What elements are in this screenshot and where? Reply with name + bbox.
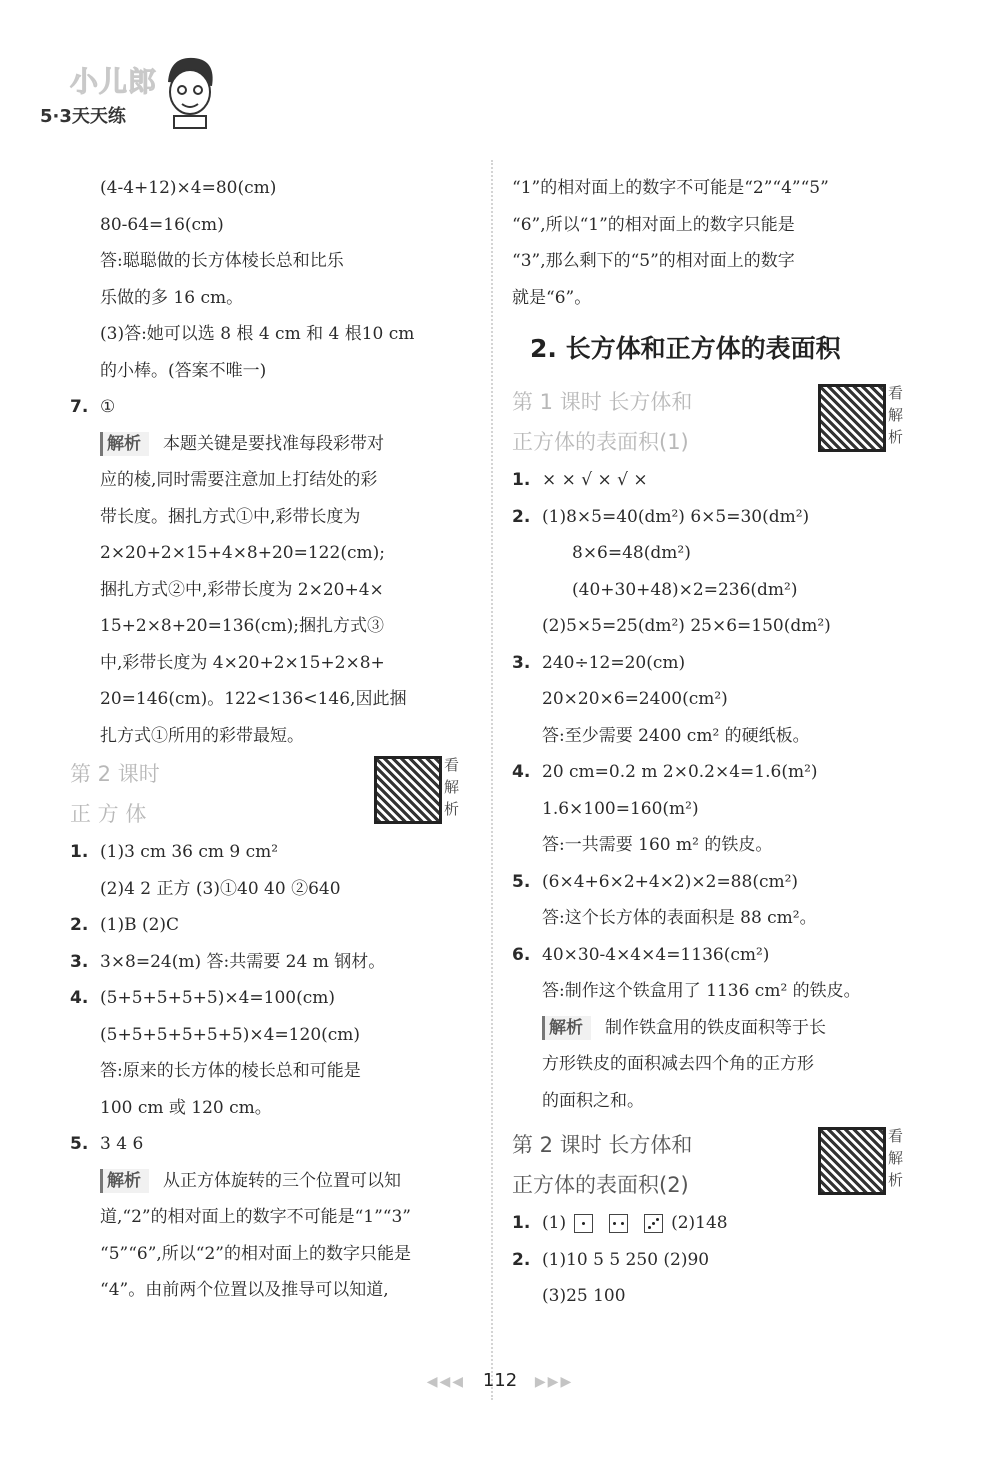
lesson-number: 第 1 课时 长方体和 (512, 390, 693, 414)
explanation-line: “5”“6”,所以“2”的相对面上的数字只能是 (100, 1243, 411, 1264)
page-number: 112 (482, 1370, 518, 1391)
lesson-heading (512, 382, 912, 462)
page-footer (0, 1370, 1000, 1391)
lesson-heading (70, 754, 470, 834)
section-title: 2. 长方体和正方体的表面积 (530, 334, 841, 363)
answer-line: (2)4 2 正方 (3)①40 40 ②640 (100, 878, 341, 899)
explanation-line: “4”。由前两个位置以及推导可以知道, (100, 1280, 389, 1300)
explanation-line: 道,“2”的相对面上的数字不可能是“1”“3” (100, 1207, 411, 1227)
question-5: 5. 3 4 6 (70, 1134, 144, 1154)
qr-label: 看 解 析 (444, 756, 460, 818)
question-1: 1. (1)3 cm 36 cm 9 cm² (70, 842, 279, 862)
question-4: 4. 20 cm=0.2 m 2×0.2×4=1.6(m²) (512, 762, 818, 782)
explanation-line: 带长度。捆扎方式①中,彩带长度为 (100, 506, 361, 527)
lesson-number: 第 2 课时 长方体和 (512, 1133, 693, 1157)
brand-logo-text: 小儿郎 (70, 65, 158, 98)
question-1: 1. × × √ × √ × (512, 470, 648, 490)
explanation-line: 就是“6”。 (512, 287, 592, 308)
explanation-tag: 解析 (100, 432, 149, 456)
dice-two-icon (609, 1214, 628, 1233)
answer-line: (4-4+12)×4=80(cm) (100, 178, 277, 198)
answer-line: 8×6=48(dm²) (572, 543, 691, 563)
answer-line: (2)5×5=25(dm²) 25×6=150(dm²) (542, 616, 831, 636)
explanation-line: 20=146(cm)。122<136<146,因此捆 (100, 689, 407, 709)
question-number: 7. (70, 397, 89, 417)
mascot-icon (160, 52, 220, 132)
answer-line: 答:聪聪做的长方体棱长总和比乐 (100, 251, 344, 271)
answer-line: 答:这个长方体的表面积是 88 cm²。 (542, 908, 817, 928)
question-2: 2. (1)B (2)C (70, 915, 180, 935)
explanation-line: 解析 从正方体旋转的三个位置可以知 (70, 1163, 470, 1200)
answer-line: (3)答:她可以选 8 根 4 cm 和 4 根10 cm (100, 324, 415, 344)
question-4: 4. (5+5+5+5+5)×4=100(cm) (70, 988, 335, 1008)
right-column (512, 170, 912, 1315)
lesson-title: 正方体的表面积(2) (512, 1173, 689, 1197)
lesson-title: 正方体的表面积(1) (512, 430, 689, 454)
explanation-line: 扎方式①所用的彩带最短。 (100, 725, 304, 746)
answer-line: 答:至少需要 2400 cm² 的硬纸板。 (542, 725, 810, 746)
explanation-line: 解析 制作铁盒用的铁皮面积等于长 (512, 1010, 912, 1047)
answer-line: (40+30+48)×2=236(dm²) (572, 579, 798, 600)
answer-line: 答:一共需要 160 m² 的铁皮。 (542, 835, 773, 855)
question-5: 5. (6×4+6×2+4×2)×2=88(cm²) (512, 871, 799, 892)
explanation-line: 解析 本题关键是要找准每段彩带对 (70, 426, 470, 463)
answer-line: 答:原来的长方体的棱长总和可能是 (100, 1061, 361, 1081)
qr-label: 看 解 析 (888, 1127, 904, 1189)
left-column (70, 170, 470, 1309)
answer-line: (5+5+5+5+5+5)×4=120(cm) (100, 1024, 361, 1045)
explanation-line: 中,彩带长度为 4×20+2×15+2×8+ (100, 652, 385, 673)
explanation-line: 的面积之和。 (542, 1090, 644, 1111)
answer-line: (3)25 100 (542, 1286, 626, 1306)
answer-line: 80-64=16(cm) (100, 214, 224, 235)
qr-code-icon[interactable] (818, 1127, 886, 1195)
dice-one-icon (574, 1214, 593, 1233)
answer-line: 100 cm 或 120 cm。 (100, 1097, 272, 1118)
qr-code-icon[interactable] (374, 756, 442, 824)
question-2: 2. (1)8×5=40(dm²) 6×5=30(dm²) (512, 506, 810, 527)
brand-header (40, 52, 220, 132)
explanation-line: 方形铁皮的面积减去四个角的正方形 (542, 1054, 814, 1074)
prev-arrows-icon: ◀◀◀ (426, 1374, 466, 1390)
explanation-line: “6”,所以“1”的相对面上的数字只能是 (512, 214, 795, 235)
answer-line: 乐做的多 16 cm。 (100, 287, 244, 308)
answer-line: 答:制作这个铁盒用了 1136 cm² 的铁皮。 (542, 981, 861, 1001)
next-arrows-icon: ▶▶▶ (534, 1374, 574, 1390)
lesson-number: 第 2 课时 (70, 762, 160, 786)
explanation-line: “1”的相对面上的数字不可能是“2”“4”“5” (512, 178, 829, 198)
answer-line: 的小棒。(答案不唯一) (100, 360, 267, 381)
question-7: 7. ① (70, 389, 470, 426)
question-3: 3. 240÷12=20(cm) (512, 652, 686, 673)
dice-three-icon (644, 1214, 663, 1233)
column-divider (491, 160, 493, 1400)
lesson-title: 正 方 体 (70, 802, 147, 826)
question-1: 1. (1) (2)148 (512, 1213, 728, 1233)
explanation-line: 2×20+2×15+4×8+20=122(cm); (100, 543, 385, 563)
qr-label: 看 解 析 (888, 384, 904, 446)
explanation-tag: 解析 (100, 1169, 149, 1193)
qr-code-icon[interactable] (818, 384, 886, 452)
explanation-line: 捆扎方式②中,彩带长度为 2×20+4× (100, 579, 384, 600)
question-3: 3. 3×8=24(m) 答:共需要 24 m 钢材。 (70, 951, 386, 972)
answer-line: 20×20×6=2400(cm²) (542, 689, 728, 709)
answer-line: 1.6×100=160(m²) (542, 798, 699, 819)
lesson-heading (512, 1125, 912, 1205)
explanation-line: 应的棱,同时需要注意加上打结处的彩 (100, 470, 378, 490)
question-2: 2. (1)10 5 5 250 (2)90 (512, 1249, 710, 1270)
question-6: 6. 40×30-4×4×4=1136(cm²) (512, 944, 770, 965)
explanation-line: “3”,那么剩下的“5”的相对面上的数字 (512, 251, 795, 271)
explanation-tag: 解析 (542, 1016, 591, 1040)
brand-series-name: 5·3天天练 (40, 106, 126, 127)
explanation-line: 15+2×8+20=136(cm);捆扎方式③ (100, 616, 384, 636)
